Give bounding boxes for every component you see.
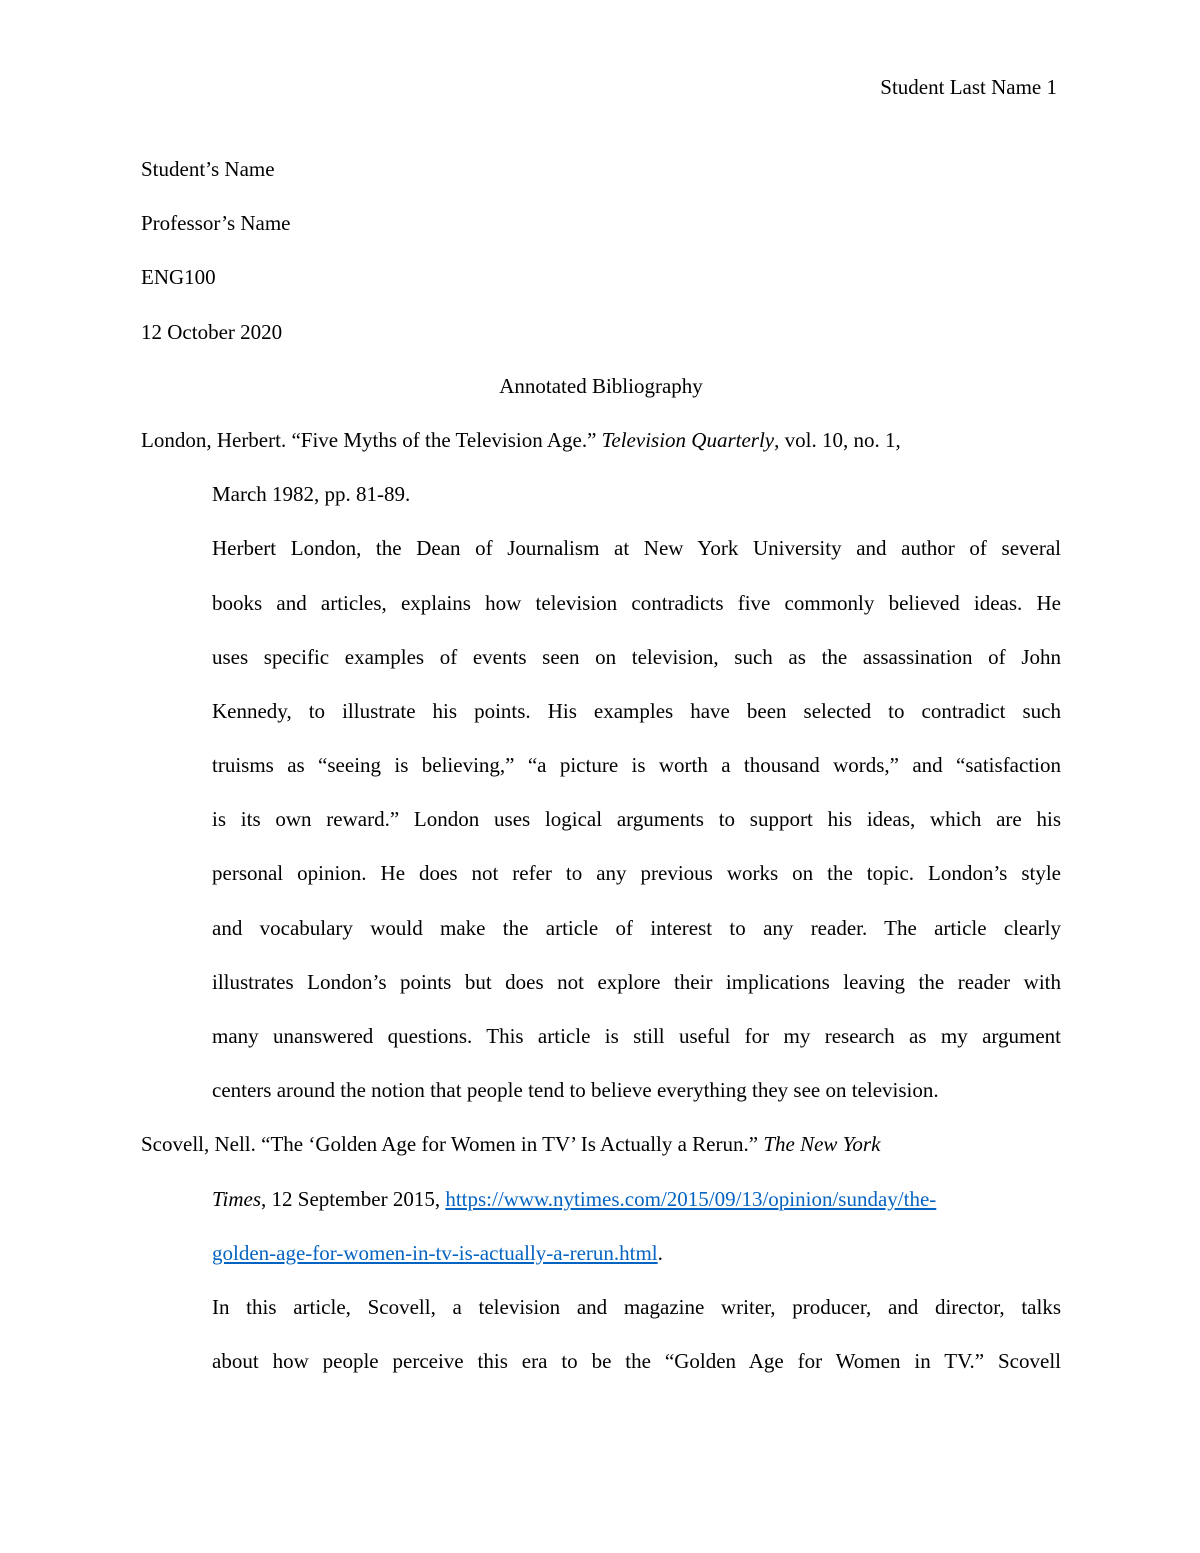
annotation-line: Kennedy, to illustrate his points. His examples have been selected to contradict such: [212, 698, 1061, 723]
article-url-link[interactable]: https://www.nytimes.com/2015/09/13/opinion/sunday/the-: [445, 1186, 937, 1211]
citation-text: London, Herbert. “Five Myths of the Television Age.”: [141, 427, 602, 452]
annotation: [141, 521, 1061, 1117]
annotation-line: personal opinion. He does not refer to any previous works on the topic. London’s style: [212, 861, 1061, 886]
newspaper-title: Times: [212, 1186, 262, 1211]
bibliography-entry-london: [141, 413, 1061, 1117]
professor-name: Professor’s Name: [141, 211, 291, 236]
annotation: [141, 1280, 1061, 1388]
citation-text: .: [657, 1240, 663, 1265]
annotation-line: centers around the notion that people tend to believe everything they see on television.: [212, 1078, 939, 1103]
document-body: [141, 142, 1061, 1388]
journal-title: Television Quarterly: [601, 427, 775, 452]
annotation-line: illustrates London’s points but does not explore their implications leaving the reader with: [212, 969, 1061, 994]
newspaper-title: The New York: [763, 1132, 881, 1157]
article-url-link[interactable]: golden-age-for-women-in-tv-is-actually-a-rerun.html: [212, 1240, 658, 1265]
annotation-line: is its own reward.” London uses logical arguments to support his ideas, which are his: [212, 807, 1061, 832]
citation-text: Scovell, Nell. “The ‘Golden Age for Women in TV’ Is Actually a Rerun.”: [141, 1132, 764, 1157]
annotation-line: truisms as “seeing is believing,” “a picture is worth a thousand words,” and “satisfaction: [212, 753, 1061, 778]
submission-date: 12 October 2020: [141, 319, 283, 344]
bibliography-entry-scovell: [141, 1117, 1061, 1388]
annotation-line: and vocabulary would make the article of interest to any reader. The article clearly: [212, 915, 1061, 940]
citation-line: [141, 413, 1061, 467]
annotation-line: In this article, Scovell, a television and magazine writer, producer, and director, talks: [212, 1294, 1061, 1319]
running-head: Student Last Name 1: [880, 75, 1057, 99]
annotation-line: books and articles, explains how television contradicts five commonly believed ideas. He: [212, 590, 1061, 615]
citation-text: , 12 September 2015,: [261, 1186, 446, 1211]
annotation-line: about how people perceive this era to be the “Golden Age for Women in TV.” Scovell: [212, 1349, 1061, 1374]
citation-line: [141, 1117, 1061, 1171]
annotation-line: uses specific examples of events seen on television, such as the assassination of John: [212, 644, 1061, 669]
citation-text: , vol. 10, no. 1,: [774, 427, 901, 452]
annotation-line: many unanswered questions. This article is still useful for my research as my argument: [212, 1024, 1061, 1048]
citation-line: [141, 1226, 1061, 1280]
document-title: Annotated Bibliography: [499, 373, 703, 398]
course-code: ENG100: [141, 265, 216, 290]
annotation-line: Herbert London, the Dean of Journalism at New York University and author of several: [212, 536, 1061, 561]
student-name: Student’s Name: [141, 157, 275, 181]
citation-line: March 1982, pp. 81-89.: [212, 482, 411, 507]
citation-line: [141, 1172, 1061, 1226]
